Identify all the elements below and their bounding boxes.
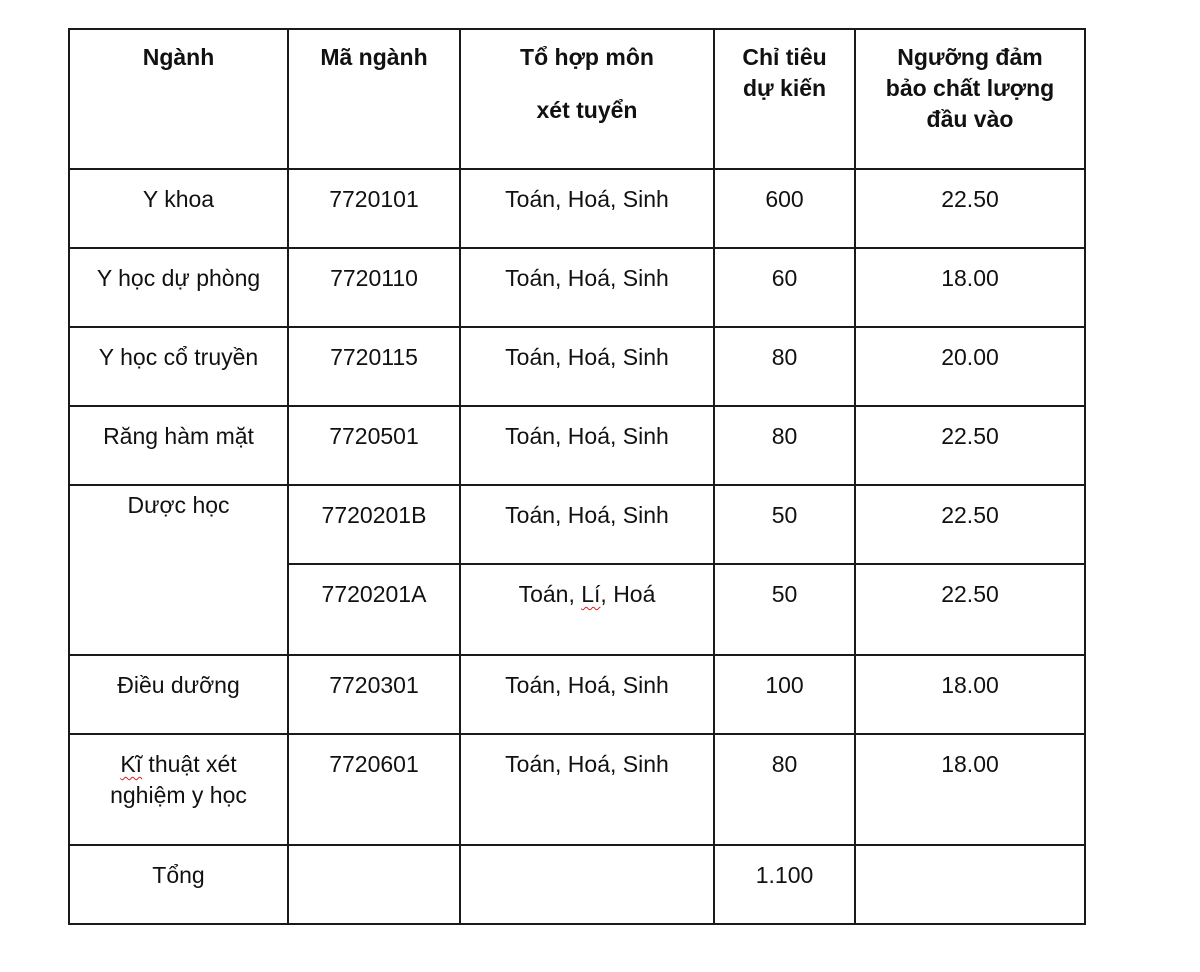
total-label: Tổng: [69, 845, 288, 924]
cell-ma-nganh: 7720201B: [288, 485, 460, 564]
cell-to-hop: Toán, Hoá, Sinh: [460, 406, 714, 485]
spellcheck-word: Kĩ: [120, 751, 143, 777]
cell-ma-nganh: 7720301: [288, 655, 460, 734]
table-row-ki-thuat-xet-nghiem: [69, 734, 1085, 845]
table-row-dieu-duong: [69, 655, 1085, 734]
header-ma-nganh: Mã ngành: [288, 29, 460, 169]
cell-empty: [460, 845, 714, 924]
cell-nguong: 18.00: [855, 734, 1085, 845]
spellcheck-word: Lí: [581, 581, 601, 607]
cell-nganh: Điều dưỡng: [69, 655, 288, 734]
total-chi-tieu: 1.100: [714, 845, 855, 924]
cell-chi-tieu: 50: [714, 564, 855, 655]
cell-ma-nganh: 7720201A: [288, 564, 460, 655]
cell-ma-nganh: 7720601: [288, 734, 460, 845]
cell-nguong: 18.00: [855, 248, 1085, 327]
cell-chi-tieu: 50: [714, 485, 855, 564]
cell-to-hop: Toán, Hoá, Sinh: [460, 655, 714, 734]
cell-to-hop: Toán, Hoá, Sinh: [460, 327, 714, 406]
header-nguong: Ngưỡng đảm bảo chất lượng đầu vào: [855, 29, 1085, 169]
cell-to-hop: Toán, Hoá, Sinh: [460, 734, 714, 845]
cell-empty: [855, 845, 1085, 924]
table-row-y-khoa: [69, 169, 1085, 248]
cell-chi-tieu: 80: [714, 734, 855, 845]
cell-nganh: Y học cổ truyền: [69, 327, 288, 406]
cell-ma-nganh: 7720115: [288, 327, 460, 406]
admissions-table: [68, 28, 1086, 925]
table-row-rang-ham-mat: [69, 406, 1085, 485]
cell-to-hop: Toán, Hoá, Sinh: [460, 485, 714, 564]
cell-nganh: Y khoa: [69, 169, 288, 248]
table-row-total: [69, 845, 1085, 924]
cell-ma-nganh: 7720501: [288, 406, 460, 485]
cell-chi-tieu: 600: [714, 169, 855, 248]
cell-empty: [288, 845, 460, 924]
cell-nganh: Kĩ thuật xét nghiệm y học: [69, 734, 288, 845]
cell-ma-nganh: 7720101: [288, 169, 460, 248]
cell-chi-tieu: 100: [714, 655, 855, 734]
cell-nganh: Y học dự phòng: [69, 248, 288, 327]
cell-to-hop: Toán, Lí, Hoá: [460, 564, 714, 655]
cell-nguong: 22.50: [855, 564, 1085, 655]
header-nganh: Ngành: [69, 29, 288, 169]
cell-nganh: Răng hàm mặt: [69, 406, 288, 485]
cell-chi-tieu: 60: [714, 248, 855, 327]
cell-nganh-merged: Dược học: [69, 485, 288, 655]
table-row-y-hoc-du-phong: [69, 248, 1085, 327]
cell-nguong: 22.50: [855, 169, 1085, 248]
cell-to-hop: Toán, Hoá, Sinh: [460, 248, 714, 327]
header-to-hop-mon: Tổ hợp môn xét tuyển: [460, 29, 714, 169]
cell-chi-tieu: 80: [714, 327, 855, 406]
cell-to-hop: Toán, Hoá, Sinh: [460, 169, 714, 248]
header-row: [69, 29, 1085, 169]
cell-nguong: 18.00: [855, 655, 1085, 734]
cell-nguong: 22.50: [855, 485, 1085, 564]
table-row-duoc-hoc-b: [69, 485, 1085, 564]
table-row-y-hoc-co-truyen: [69, 327, 1085, 406]
cell-chi-tieu: 80: [714, 406, 855, 485]
cell-nguong: 22.50: [855, 406, 1085, 485]
cell-nguong: 20.00: [855, 327, 1085, 406]
cell-ma-nganh: 7720110: [288, 248, 460, 327]
header-chi-tieu: Chỉ tiêu dự kiến: [714, 29, 855, 169]
